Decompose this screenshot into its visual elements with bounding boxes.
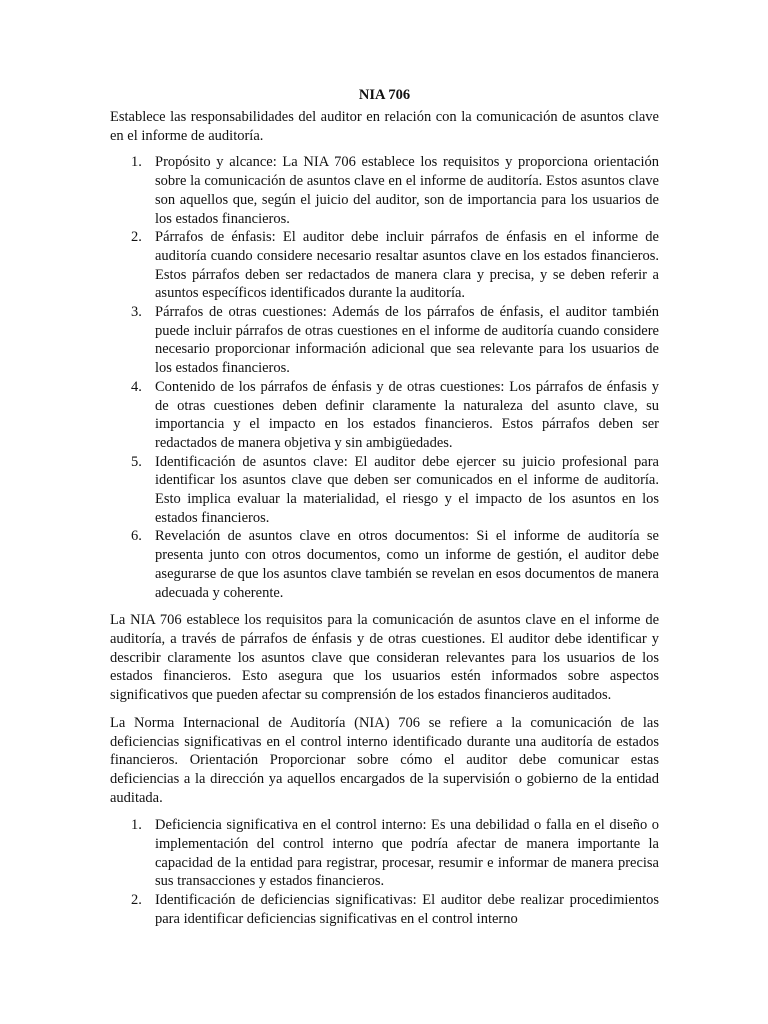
list-item	[110, 816, 659, 891]
intro-paragraph: Establece las responsabilidades del auditor en relación con la comunicación de asuntos clave en el informe de auditoría.	[110, 109, 659, 144]
document-title: NIA 706	[358, 87, 411, 103]
list-item	[110, 453, 659, 528]
list-item-text: Párrafos de otras cuestiones: Además de los párrafos de énfasis, el auditor también puede incluir párrafos de otras cuestiones en el informe de auditoría cuando considere necesario proporcionar información adicional que sea relevante para los usuarios de los estados financieros.	[155, 304, 659, 377]
list-item-number: 2.	[131, 229, 142, 246]
list-item-number: 1.	[131, 154, 142, 171]
list-item-text: Identificación de deficiencias significativas: El auditor debe realizar procedimientos para identificar deficiencias significativas en el control interno	[155, 892, 659, 927]
list-item-number: 6.	[131, 528, 142, 545]
list-item-text: Propósito y alcance: La NIA 706 establece los requisitos y proporciona orientación sobre la comunicación de asuntos clave en el informe de auditoría. Estos asuntos clave son aquellos que, según el juicio del auditor, son de importancia para los usuarios de los estados financieros.	[155, 154, 659, 227]
list-item	[110, 891, 659, 928]
list-item	[110, 303, 659, 378]
list-item-number: 4.	[131, 378, 142, 395]
list-item-number: 3.	[131, 304, 142, 321]
list-item-number: 2.	[131, 892, 142, 909]
list-item	[110, 378, 659, 453]
list-item	[110, 153, 659, 228]
list-item-number: 1.	[131, 817, 142, 834]
summary-paragraph: La NIA 706 establece los requisitos para la comunicación de asuntos clave en el informe de auditoría, a través de párrafos de énfasis y de otras cuestiones. El auditor debe identificar y describir claramente los asuntos clave que consideran relevantes para los usuarios de los estados financieros. Esto asegura que los usuarios estén informados sobre aspectos significativos que pueden afectar su comprensión de los estados financieros auditados.	[110, 612, 659, 704]
deficiencies-paragraph: La Norma Internacional de Auditoría (NIA) 706 se refiere a la comunicación de las deficiencias significativas en el control interno identificado durante una auditoría de estados financieros. Orientación Proporcionar sobre cómo el auditor debe comunicar estas deficiencias a la dirección ya aquellos encargados de la supervisión o gobierno de la entidad auditada.	[110, 714, 659, 806]
list-item-text: Identificación de asuntos clave: El auditor debe ejercer su juicio profesional para identificar los asuntos clave que deben ser comunicados en el informe de auditoría. Esto implica evaluar la materialidad, el riesgo y el impacto de los asuntos en los estados financieros.	[155, 453, 659, 526]
responsibilities-list	[110, 153, 659, 602]
deficiencies-list	[110, 816, 659, 928]
list-item-text: Revelación de asuntos clave en otros documentos: Si el informe de auditoría se presenta junto con otros documentos, como un informe de gestión, el auditor debe asegurarse de que los asuntos clave también se revelan en esos documentos de manera adecuada y coherente.	[155, 528, 659, 601]
list-item-number: 5.	[131, 453, 142, 470]
list-item-text: Deficiencia significativa en el control interno: Es una debilidad o falla en el diseño o implementación del control interno que podría afectar de manera importante la capacidad de la entidad para registrar, procesar, resumir e informar de manera precisa sus transacciones y estados financieros.	[155, 817, 659, 890]
document-content	[110, 86, 659, 929]
list-item-text: Párrafos de énfasis: El auditor debe incluir párrafos de énfasis en el informe de auditoría cuando considere necesario resaltar asuntos clave en los estados financieros. Estos párrafos deben ser redactados de manera clara y precisa, y se deben referir a asuntos específicos identificados durante la auditoría.	[155, 229, 659, 302]
list-item-text: Contenido de los párrafos de énfasis y de otras cuestiones: Los párrafos de énfasis y de otras cuestiones deben definir claramente la naturaleza del asunto clave, su importancia y el impacto en los estados financieros. Estos párrafos deben ser redactados de manera objetiva y sin ambigüedades.	[155, 378, 659, 451]
list-item	[110, 228, 659, 303]
list-item	[110, 527, 659, 602]
